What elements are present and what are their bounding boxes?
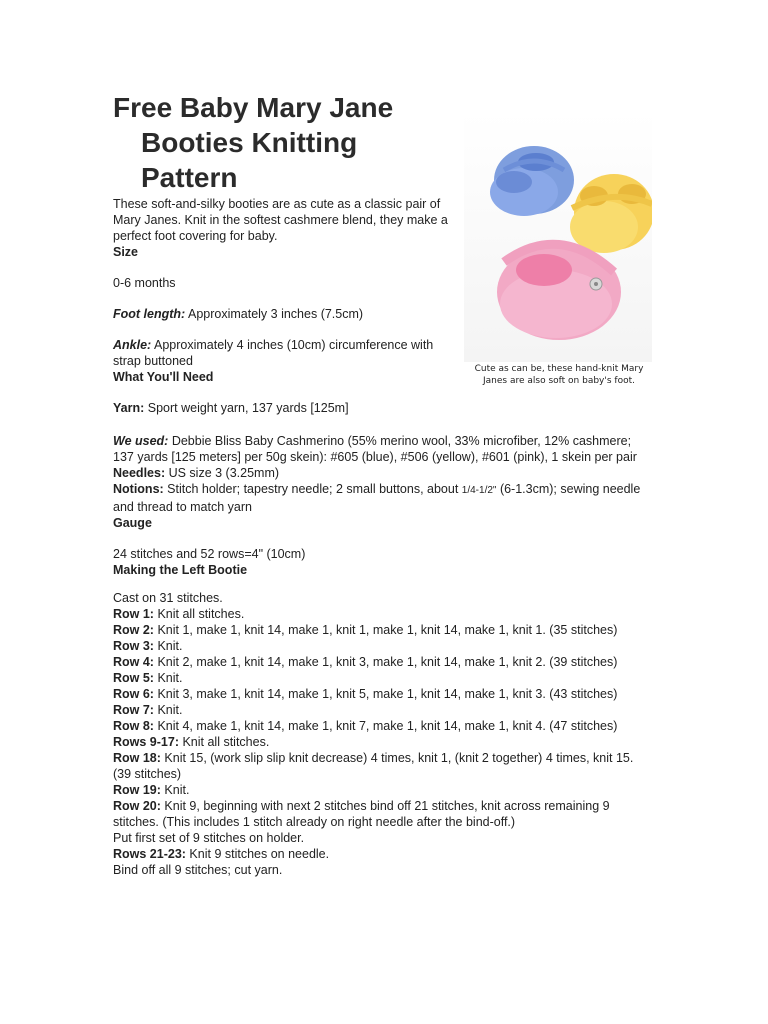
row-instruction <box>113 750 653 782</box>
rows-21-23 <box>113 846 653 862</box>
row-label: Row 2: <box>113 623 154 637</box>
caption-line: Cute as can be, these hand-knit Mary <box>474 364 644 374</box>
title-line: Free Baby Mary Jane <box>113 92 394 123</box>
notions-label: Notions: <box>113 482 164 496</box>
intro-section <box>113 196 458 416</box>
row-label: Row 4: <box>113 655 154 669</box>
row-text: Knit. <box>153 703 183 717</box>
row-text: Knit 9, beginning with next 2 stitches bind off 21 stitches, knit across remaining 9 stitches. (This includes 1 stitch already on right needle after the bind-off.) <box>113 799 610 829</box>
yarn-value: Sport weight yarn, 137 yards [125m] <box>144 401 349 415</box>
title-line: Booties Knitting <box>141 127 358 158</box>
row-label: Rows 9-17: <box>113 735 179 749</box>
row-instruction <box>113 718 653 734</box>
row-text: Knit. <box>160 783 190 797</box>
row-label: Row 1: <box>113 607 154 621</box>
row-label: Row 6: <box>113 687 154 701</box>
row-label: Row 20: <box>113 799 161 813</box>
notions-value-a: Stitch holder; tapestry needle; 2 small buttons, about <box>163 482 462 496</box>
left-bootie-heading: Making the Left Bootie <box>113 563 248 577</box>
foot-length-value: Approximately 3 inches (7.5cm) <box>185 307 364 321</box>
row-instruction <box>113 606 653 622</box>
ankle <box>113 337 458 369</box>
bind-off: Bind off all 9 stitches; cut yarn. <box>113 863 283 877</box>
row-label: Row 3: <box>113 639 154 653</box>
foot-length <box>113 306 458 322</box>
rows-list <box>113 606 653 830</box>
row-text: Knit 4, make 1, knit 14, make 1, knit 7, make 1, knit 14, make 1, knit 4. (47 stitches) <box>153 719 618 733</box>
yarn-label: Yarn: <box>113 401 145 415</box>
notions-size: 1/4-1/2" <box>461 485 497 496</box>
we-used-label: We used: <box>113 434 169 448</box>
row-instruction <box>113 782 653 798</box>
row-text: Knit 2, make 1, knit 14, make 1, knit 3, make 1, knit 14, make 1, knit 2. (39 stitches) <box>153 655 618 669</box>
booties-photo <box>464 112 652 362</box>
row-text: Knit all stitches. <box>179 735 270 749</box>
notions-value-b: (6-1.3cm); sewing needle and thread to match yarn <box>113 482 641 514</box>
holder-note: Put first set of 9 stitches on holder. <box>113 831 305 845</box>
rows-21-23-text: Knit 9 stitches on needle. <box>185 847 330 861</box>
rows-21-23-label: Rows 21-23: <box>113 847 186 861</box>
row-label: Row 19: <box>113 783 161 797</box>
row-instruction <box>113 638 653 654</box>
row-instruction <box>113 702 653 718</box>
row-instruction <box>113 622 653 638</box>
cast-on: Cast on 31 stitches. <box>113 591 223 605</box>
needles-value: US size 3 (3.25mm) <box>165 466 280 480</box>
row-text: Knit. <box>153 639 183 653</box>
row-instruction <box>113 734 653 750</box>
pink-bootie <box>497 244 621 340</box>
we-used <box>113 433 653 465</box>
gauge-value: 24 stitches and 52 rows=4" (10cm) <box>113 547 306 561</box>
page-title <box>113 90 458 195</box>
row-instruction <box>113 670 653 686</box>
row-label: Row 18: <box>113 751 161 765</box>
intro-paragraph: These soft-and-silky booties are as cute as a classic pair of Mary Janes. Knit in the softest cashmere blend, they make a perfect foot covering for baby. <box>113 197 448 243</box>
photo-caption <box>464 363 654 387</box>
row-instruction <box>113 798 653 830</box>
notions <box>113 481 653 515</box>
row-text: Knit all stitches. <box>153 607 245 621</box>
yarn <box>113 400 458 416</box>
row-instruction <box>113 686 653 702</box>
row-text: Knit. <box>153 671 183 685</box>
title-line: Pattern <box>141 162 238 193</box>
needles-label: Needles: <box>113 466 166 480</box>
row-instruction <box>113 654 653 670</box>
gauge-heading: Gauge <box>113 516 152 530</box>
needles <box>113 465 653 481</box>
row-text: Knit 15, (work slip slip knit decrease) 4 times, knit 1, (knit 2 together) 4 times, knit 15. (39 stitches) <box>113 751 634 781</box>
row-text: Knit 1, make 1, knit 14, make 1, knit 1, make 1, knit 14, make 1, knit 1. (35 stitches) <box>153 623 618 637</box>
main-section <box>113 433 653 878</box>
size-heading: Size <box>113 245 139 259</box>
row-label: Row 5: <box>113 671 154 685</box>
size-value: 0-6 months <box>113 276 176 290</box>
ankle-label: Ankle: <box>113 338 152 352</box>
booties-figure <box>464 112 654 387</box>
row-text: Knit 3, make 1, knit 14, make 1, knit 5, make 1, knit 14, make 1, knit 3. (43 stitches) <box>153 687 618 701</box>
row-label: Row 7: <box>113 703 154 717</box>
row-label: Row 8: <box>113 719 154 733</box>
ankle-value: Approximately 4 inches (10cm) circumference with strap buttoned <box>113 338 434 368</box>
foot-length-label: Foot length: <box>113 307 186 321</box>
caption-line: Janes are also soft on baby's foot. <box>483 376 635 386</box>
we-used-value: Debbie Bliss Baby Cashmerino (55% merino wool, 33% microfiber, 12% cashmere; 137 yards [125 meters] per 50g skein): #605 (blue), #506 (yellow), #601 (pink), 1 skein per pair <box>113 434 637 464</box>
materials-heading: What You'll Need <box>113 370 214 384</box>
